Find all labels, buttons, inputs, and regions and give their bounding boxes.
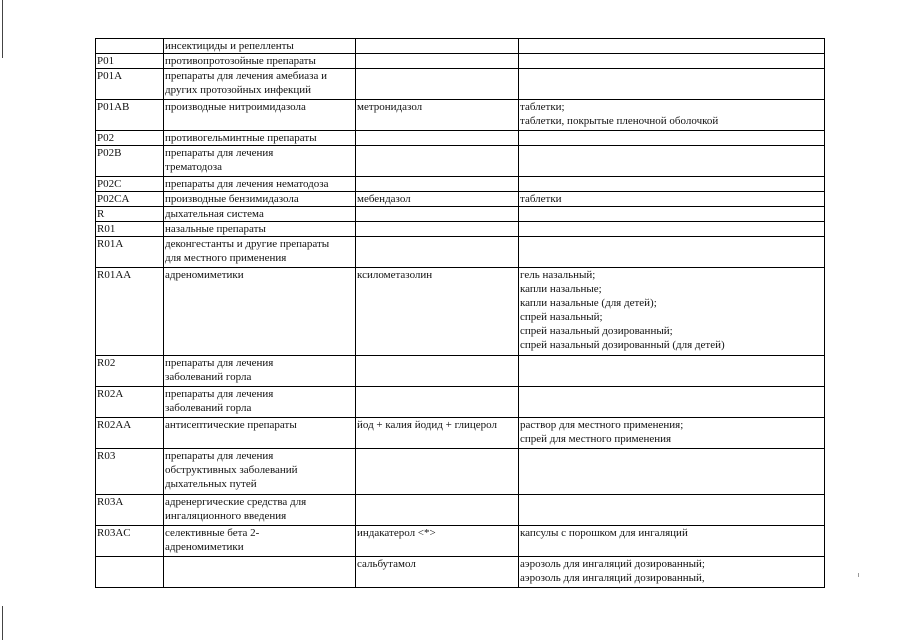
atc-code-cell: P01A: [96, 69, 164, 100]
dosage-form-cell: [519, 449, 825, 495]
drug-name-cell: сальбутамол: [356, 557, 519, 588]
drug-name-cell: [356, 146, 519, 177]
drug-name-cell: [356, 177, 519, 192]
group-name-cell: назальные препараты: [164, 222, 356, 237]
drug-name-cell: индакатерол <*>: [356, 526, 519, 557]
group-name-cell: препараты для лечения заболеваний горла: [164, 356, 356, 387]
drug-name-cell: [356, 495, 519, 526]
group-name-cell: дыхательная система: [164, 207, 356, 222]
atc-code-cell: R01A: [96, 237, 164, 268]
drug-name-cell: [356, 222, 519, 237]
drug-name-cell: йод + калия йодид + глицерол: [356, 418, 519, 449]
table-row: [96, 177, 825, 192]
group-name-cell: адреномиметики: [164, 268, 356, 356]
drug-name-cell: [356, 131, 519, 146]
group-name-cell: препараты для лечения обструктивных заболеваний дыхательных путей: [164, 449, 356, 495]
dosage-form-cell: [519, 131, 825, 146]
table-row: [96, 192, 825, 207]
drug-list-body: [96, 39, 825, 588]
group-name-cell: деконгестанты и другие препараты для местного применения: [164, 237, 356, 268]
page-edge-line: [2, 606, 3, 640]
atc-code-cell: [96, 39, 164, 54]
drug-name-cell: [356, 449, 519, 495]
dosage-form-cell: [519, 387, 825, 418]
atc-code-cell: P01: [96, 54, 164, 69]
atc-code-cell: P01AB: [96, 100, 164, 131]
group-name-cell: противопротозойные препараты: [164, 54, 356, 69]
atc-code-cell: P02CA: [96, 192, 164, 207]
drug-name-cell: [356, 237, 519, 268]
table-row: [96, 207, 825, 222]
table-row: [96, 495, 825, 526]
scan-mark: [858, 573, 859, 577]
group-name-cell: производные нитроимидазола: [164, 100, 356, 131]
dosage-form-cell: таблетки: [519, 192, 825, 207]
drug-name-cell: ксилометазолин: [356, 268, 519, 356]
group-name-cell: производные бензимидазола: [164, 192, 356, 207]
atc-code-cell: R03A: [96, 495, 164, 526]
atc-code-cell: R: [96, 207, 164, 222]
drug-list-table: [95, 38, 825, 588]
table-row: [96, 449, 825, 495]
dosage-form-cell: [519, 356, 825, 387]
group-name-cell: препараты для лечения трематодоза: [164, 146, 356, 177]
table-row: [96, 418, 825, 449]
dosage-form-cell: раствор для местного применения; спрей для местного применения: [519, 418, 825, 449]
dosage-form-cell: капсулы с порошком для ингаляций: [519, 526, 825, 557]
group-name-cell: препараты для лечения заболеваний горла: [164, 387, 356, 418]
group-name-cell: препараты для лечения нематодоза: [164, 177, 356, 192]
dosage-form-cell: [519, 54, 825, 69]
group-name-cell: препараты для лечения амебиаза и других протозойных инфекций: [164, 69, 356, 100]
drug-name-cell: мебендазол: [356, 192, 519, 207]
table-row: [96, 146, 825, 177]
table-row: [96, 100, 825, 131]
group-name-cell: инсектициды и репелленты: [164, 39, 356, 54]
atc-code-cell: R02AA: [96, 418, 164, 449]
dosage-form-cell: [519, 207, 825, 222]
atc-code-cell: R03: [96, 449, 164, 495]
table-row: [96, 526, 825, 557]
dosage-form-cell: [519, 146, 825, 177]
drug-name-cell: [356, 356, 519, 387]
atc-code-cell: R02: [96, 356, 164, 387]
dosage-form-cell: [519, 495, 825, 526]
table-row: [96, 557, 825, 588]
dosage-form-cell: таблетки; таблетки, покрытые пленочной оболочкой: [519, 100, 825, 131]
atc-code-cell: [96, 557, 164, 588]
atc-code-cell: R02A: [96, 387, 164, 418]
table-row: [96, 54, 825, 69]
dosage-form-cell: гель назальный; капли назальные; капли назальные (для детей); спрей назальный; спрей назальный дозированный; спрей назальный дозированный (для детей): [519, 268, 825, 356]
atc-code-cell: R03AC: [96, 526, 164, 557]
drug-name-cell: [356, 69, 519, 100]
group-name-cell: противогельминтные препараты: [164, 131, 356, 146]
group-name-cell: селективные бета 2- адреномиметики: [164, 526, 356, 557]
table-row: [96, 237, 825, 268]
atc-code-cell: P02: [96, 131, 164, 146]
drug-name-cell: метронидазол: [356, 100, 519, 131]
table-row: [96, 69, 825, 100]
group-name-cell: адренергические средства для ингаляционного введения: [164, 495, 356, 526]
dosage-form-cell: аэрозоль для ингаляций дозированный; аэрозоль для ингаляций дозированный,: [519, 557, 825, 588]
atc-code-cell: R01: [96, 222, 164, 237]
group-name-cell: [164, 557, 356, 588]
table-row: [96, 222, 825, 237]
table-row: [96, 387, 825, 418]
drug-name-cell: [356, 54, 519, 69]
atc-code-cell: P02B: [96, 146, 164, 177]
drug-name-cell: [356, 39, 519, 54]
dosage-form-cell: [519, 237, 825, 268]
table-row: [96, 356, 825, 387]
atc-code-cell: R01AA: [96, 268, 164, 356]
dosage-form-cell: [519, 222, 825, 237]
drug-name-cell: [356, 207, 519, 222]
atc-code-cell: P02C: [96, 177, 164, 192]
dosage-form-cell: [519, 69, 825, 100]
table-row: [96, 39, 825, 54]
page-edge-line: [2, 0, 3, 58]
table-row: [96, 268, 825, 356]
group-name-cell: антисептические препараты: [164, 418, 356, 449]
table-row: [96, 131, 825, 146]
dosage-form-cell: [519, 39, 825, 54]
drug-name-cell: [356, 387, 519, 418]
dosage-form-cell: [519, 177, 825, 192]
